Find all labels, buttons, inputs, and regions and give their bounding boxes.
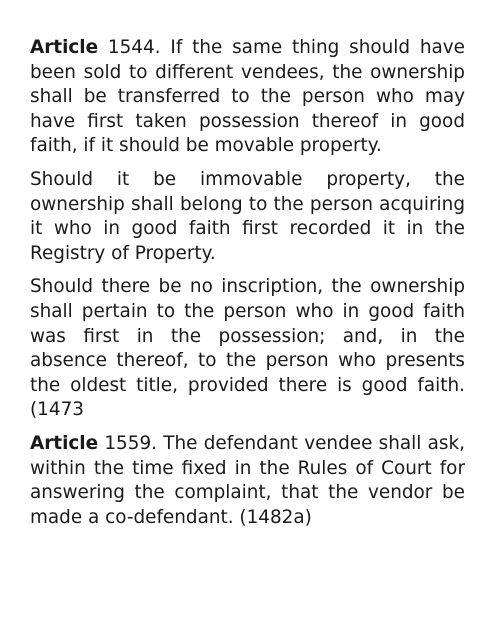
article-1544-text-1: If the same thing should have been sold to different vendees, the ownership shall be transferred to the person who may have first taken possession thereof in good faith, if it should be movable property. bbox=[30, 37, 465, 157]
article-1559-paragraph-1 bbox=[30, 432, 465, 530]
article-1559-text-1: The defendant vendee shall ask, within the time fixed in the Rules of Court for answering the complaint, that the vendor be made a co-defendant. (1482a) bbox=[30, 432, 465, 528]
article-1559-heading: Article bbox=[30, 432, 99, 454]
article-1544-paragraph-3 bbox=[30, 275, 465, 423]
article-1544-number: 1544. bbox=[107, 37, 161, 58]
document-page bbox=[30, 36, 465, 539]
article-1544-paragraph-1 bbox=[30, 36, 465, 159]
article-1544-text-2: Should it be immovable property, the ownership shall belong to the person acquiring it who in good faith first recorded it in the Registry of Property. bbox=[30, 168, 465, 264]
article-1544-heading: Article bbox=[30, 37, 99, 58]
article-1544-text-3: Should there be no inscription, the ownership shall pertain to the person who in good faith was first in the possession; and, in the absence thereof, to the person who presents the oldest title, provided there is good faith. (1473 bbox=[30, 276, 465, 421]
article-1559-number: 1559. bbox=[104, 432, 157, 454]
article-1544-paragraph-2 bbox=[30, 168, 465, 266]
